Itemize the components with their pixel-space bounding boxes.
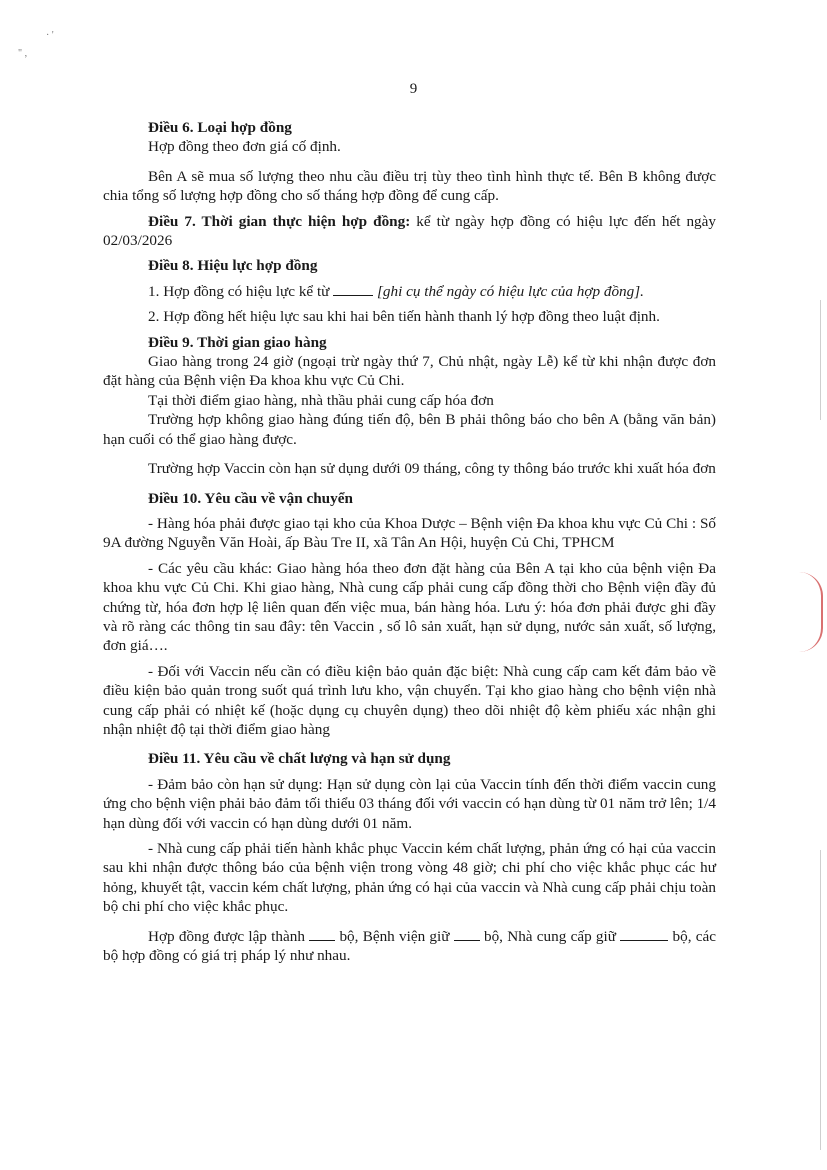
dieu8-item1-note: [ghi cụ thể ngày có hiệu lực của hợp đồng]. bbox=[373, 282, 644, 300]
dieu9-p2: Tại thời điểm giao hàng, nhà thầu phải cung cấp hóa đơn bbox=[148, 391, 494, 409]
dieu11-p2: - Nhà cung cấp phải tiến hành khắc phục Vaccin kém chất lượng, phản ứng có hại của vaccin sau khi nhận được thông báo của bệnh viện trong vòng 48 giờ; chi phí cho việc khắc phục các hư hỏng, khuyết tật, vaccin kém chất lượng, phản ứng có hại của vaccin và Nhà cung cấp phải chịu toàn bộ chi phí cho việc khắc phục. bbox=[103, 840, 716, 916]
dieu8-heading: Điều 8. Hiệu lực hợp đồng bbox=[148, 257, 318, 275]
dieu6-line1: Hợp đồng theo đơn giá cố định. bbox=[148, 138, 341, 156]
scan-edge-line bbox=[820, 300, 821, 420]
dieu9-p3: Trường hợp không giao hàng đúng tiến độ, bên B phải thông báo cho bên A (bằng văn bản) hạn cuối có thể giao hàng được. bbox=[103, 411, 716, 448]
dieu10-heading: Điều 10. Yêu cầu về vận chuyển bbox=[148, 489, 353, 507]
dieu8-item1-prefix: 1. Hợp đồng có hiệu lực kể từ bbox=[148, 282, 334, 300]
closing-t3: bộ, Nhà cung cấp giữ bbox=[479, 927, 621, 945]
closing-t2: bộ, Bệnh viện giữ bbox=[335, 927, 454, 945]
dieu11-heading: Điều 11. Yêu cầu về chất lượng và hạn sử dụng bbox=[148, 750, 451, 768]
hospital-copies-blank bbox=[454, 928, 480, 941]
dieu9-p4: Trường hợp Vaccin còn hạn sử dụng dưới 09 tháng, công ty thông báo trước khi xuất hóa đơn bbox=[148, 460, 716, 478]
dieu7-text: kể từ ngày hợp đồng có hiệu lực đến hết ngày 02/03/2026 bbox=[103, 212, 716, 250]
dieu6-heading: Điều 6. Loại hợp đồng bbox=[148, 119, 292, 136]
dieu10-p2: - Các yêu cầu khác: Giao hàng hóa theo đơn đặt hàng của Bên A tại kho của bệnh viện Đa khoa khu vực Củ Chi. Khi giao hàng, Nhà cung cấp phải cung cấp đồng thời cho Bệnh viện đầy đủ chứng từ, hóa đơn hợp lệ liên quan đến việc mua, bán hàng hóa. Lưu ý: hóa đơn phải được ghi đầy và rõ ràng các thông tin sau đây: tên Vaccin , số lô sản xuất, hạn sử dụng, nước sản xuất, số lượng, đơn giá…. bbox=[103, 559, 716, 655]
dieu7-para bbox=[103, 212, 716, 251]
closing-para bbox=[103, 927, 716, 966]
stamp-mark bbox=[799, 572, 823, 652]
date-blank bbox=[333, 283, 373, 296]
dieu9-p1: Giao hàng trong 24 giờ (ngoại trừ ngày thứ 7, Chủ nhật, ngày Lễ) kể từ khi nhận được đơn đặt hàng của Bệnh viện Đa khoa khu vực Củ Chi. bbox=[103, 353, 716, 390]
dieu6-para: Bên A sẽ mua số lượng theo nhu cầu điều trị tùy theo tình hình thực tế. Bên B không được chia tổng số lượng hợp đồng cho số tháng hợp đồng để cung cấp. bbox=[103, 167, 716, 205]
page-number: 9 bbox=[409, 81, 418, 97]
document-body bbox=[103, 118, 716, 965]
dieu10-p3: - Đối với Vaccin nếu cần có điều kiện bảo quản đặc biệt: Nhà cung cấp cam kết đảm bảo về điều kiện bảo quản trong suốt quá trình lưu kho, vận chuyển. Tại kho giao hàng cho bệnh viện nhà cung cấp phải có nhiệt kế (hoặc dụng cụ chuyên dụng) theo dõi nhiệt độ kèm phiếu xác nhận ghi nhận nhiệt độ tại thời điểm giao hàng bbox=[103, 662, 716, 738]
dieu7-heading: Điều 7. Thời gian thực hiện hợp đồng: bbox=[148, 212, 411, 230]
copies-blank bbox=[309, 928, 335, 941]
dieu10-p1: - Hàng hóa phải được giao tại kho của Khoa Dược – Bệnh viện Đa khoa khu vực Củ Chi : Số 9A đường Nguyễn Văn Hoài, ấp Bàu Tre II, xã Tân An Hội, huyện Củ Chi, TPHCM bbox=[103, 514, 716, 552]
closing-t1: Hợp đồng được lập thành bbox=[148, 927, 310, 945]
supplier-copies-blank bbox=[620, 928, 668, 941]
dieu8-item1 bbox=[103, 282, 716, 301]
dieu9-heading: Điều 9. Thời gian giao hàng bbox=[148, 333, 327, 351]
closing-t4: bộ, các bộ hợp đồng có giá trị pháp lý như nhau. bbox=[103, 927, 716, 965]
scan-artifact-mark-2: " , bbox=[18, 48, 28, 59]
scan-edge-line-2 bbox=[820, 850, 821, 1150]
scan-artifact-mark: · ' bbox=[46, 30, 54, 41]
dieu8-item2: 2. Hợp đồng hết hiệu lực sau khi hai bên tiến hành thanh lý hợp đồng theo luật định. bbox=[148, 308, 660, 326]
dieu11-p1: - Đảm bảo còn hạn sử dụng: Hạn sử dụng còn lại của Vaccin tính đến thời điểm vaccin cung ứng cho bệnh viện phải bảo đảm tối thiểu 03 tháng đối với vaccin có hạn dùng từ 01 năm trở lên; 1/4 hạn dùng đối với vaccin có hạn dùng dưới 01 năm. bbox=[103, 775, 716, 832]
